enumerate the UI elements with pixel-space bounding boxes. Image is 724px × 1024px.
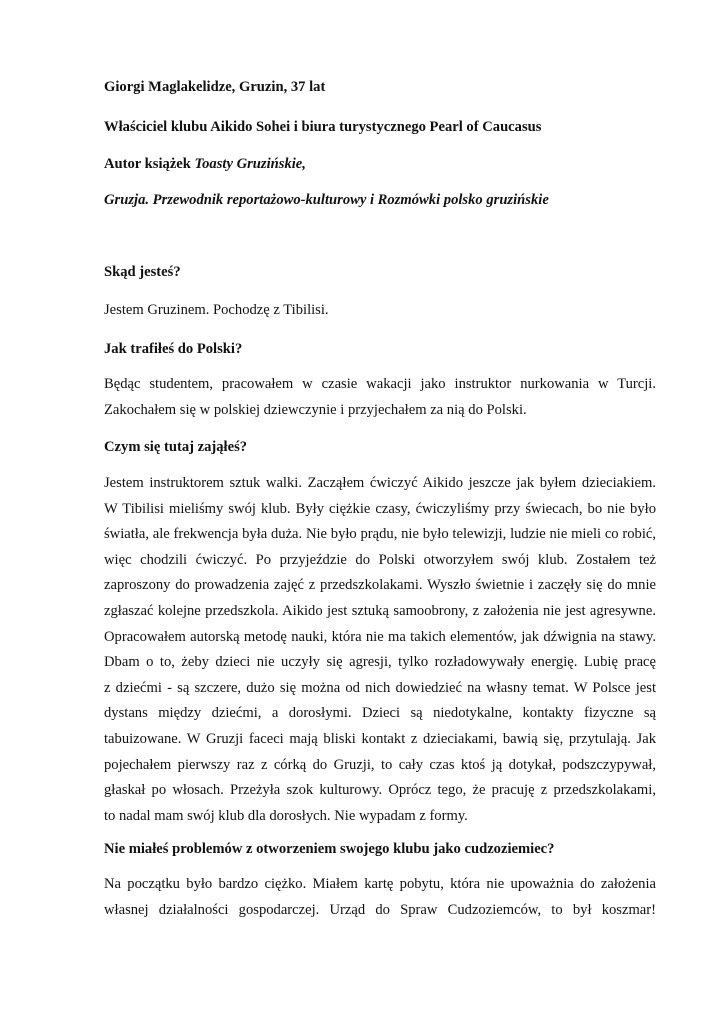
answer-3-line: z dziećmi - są szczere, dużo się można od nich dowiedzieć na własny temat. W Polsce jest (104, 679, 656, 696)
answer-3-line: pojechałem pierwszy raz z córką do Gruzji, to cały czas ktoś ją dotykał, podszczypywał, (104, 756, 656, 773)
answer-3-line: zaproszony do prowadzenia zajęć z przedszkolakami. Wyszło świetnie i zaczęły się do mnie (104, 577, 656, 594)
answer-4-line: Na początku było bardzo ciężko. Miałem kartę pobytu, która nie upoważnia do założenia (104, 876, 656, 892)
answer-3 (104, 471, 656, 829)
question-4: Nie miałeś problemów z otworzeniem swojego klubu jako cudzoziemiec? (104, 841, 555, 857)
answer-3-line: to nadal mam swój klub dla dorosłych. Nie wypadam z formy. (104, 807, 468, 824)
author-prefix: Autor książek (104, 156, 195, 172)
header-owner-line: Właściciel klubu Aikido Sohei i biura turystycznego Pearl of Caucasus (104, 119, 542, 135)
answer-3-line: Opracowałem autorską metodę nauki, która nie ma takich elementów, jak dźwignia na stawy. (104, 628, 656, 645)
answer-3-line: tabuizowane. W Gruzji faceci mają bliski kontakt z dzieciakami, bawią się, przytulają. Jak (104, 730, 656, 747)
question-2: Jak trafiłeś do Polski? (104, 341, 243, 357)
question-3: Czym się tutaj zająłeś? (104, 439, 248, 455)
answer-1: Jestem Gruzinem. Pochodzę z Tibilisi. (104, 302, 329, 318)
answer-3-line: zgłaszać kolejne przedszkola. Aikido jest sztuką samoobrony, z założenia nie jest agresywne. (104, 602, 656, 619)
answer-3-line: W Tibilisi mieliśmy swój klub. Były ciężkie czasy, ćwiczyliśmy przy świecach, bo nie było (104, 500, 656, 517)
header-name-line: Giorgi Maglakelidze, Gruzin, 37 lat (104, 79, 326, 95)
answer-2 (104, 372, 656, 423)
book-title-one: Toasty Gruzińskie, (194, 156, 306, 172)
answer-2-line: Będąc studentem, pracowałem w czasie wakacji jako instruktor nurkowania w Turcji. (104, 376, 656, 392)
answer-3-line: Jestem instruktorem sztuk walki. Zacząłem ćwiczyć Aikido jeszcze jak byłem dzieciakiem. (104, 475, 656, 491)
answer-2-line: Zakochałem się w polskiej dziewczynie i przyjechałem za nią do Polski. (104, 401, 527, 418)
question-1: Skąd jesteś? (104, 264, 181, 280)
answer-4 (104, 872, 656, 923)
answer-3-line: Dbam o to, żeby dzieci nie uczyły się agresji, tylko rozładowywały energię. Lubię pracę (104, 654, 656, 671)
book-title-two: Gruzja. Przewodnik reportażowo-kulturowy i Rozmówki polsko gruzińskie (104, 192, 549, 208)
answer-3-line: głaskał po włosach. Przeżyła szok kulturowy. Oprócz tego, że pracuję z przedszkolakami, (104, 782, 656, 799)
answer-3-line: więc chodzili ćwiczyć. Po przyjeździe do Polski otworzyłem swój klub. Zostałem też (104, 551, 656, 568)
answer-3-line: światła, ale frekwencja była duża. Nie było prądu, nie było telewizji, ludzie nie mieli co robić, (104, 526, 656, 543)
answer-3-line: dystans między dziećmi, a dorosłymi. Dzieci są niedotykalne, kontakty fizyczne są (104, 705, 656, 722)
header-author-line (104, 155, 306, 173)
answer-4-line: własnej działalności gospodarczej. Urząd do Spraw Cudzoziemców, to był koszmar! (104, 901, 656, 918)
